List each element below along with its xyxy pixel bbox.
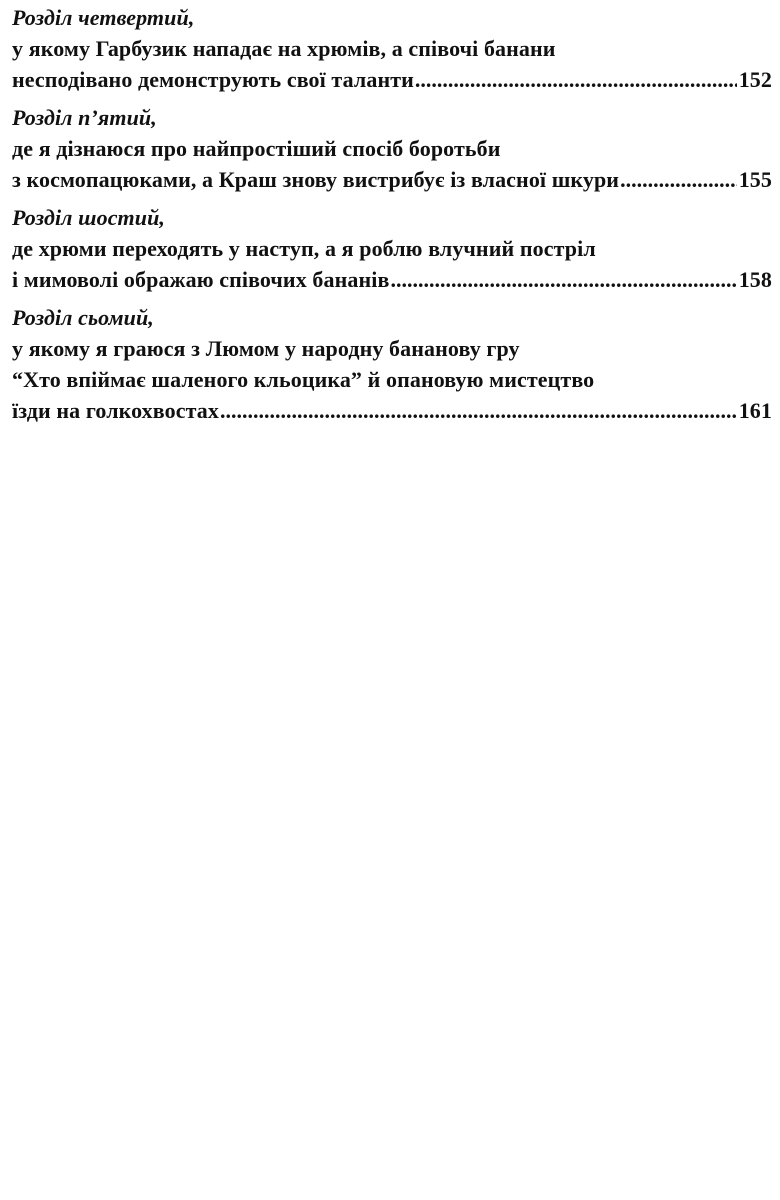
page-number: 158 [738, 267, 772, 292]
chapter-description-line: “Хто впіймає шаленого кльоцика” й опановую мистецтво [12, 367, 595, 392]
chapter-description-line: у якому Гарбузик нападає на хрюмів, а співочі банани [12, 36, 556, 61]
dot-leader [220, 395, 737, 426]
chapter-description-last-line [12, 64, 772, 95]
page-number: 161 [738, 398, 772, 423]
chapter-heading: Розділ сьомий, [12, 305, 154, 330]
chapter-description-line: у якому я граюся з Люмом у народну бананову гру [12, 336, 520, 361]
toc-entry-chapter-4[interactable] [12, 2, 772, 95]
page-number: 152 [738, 67, 772, 92]
chapter-description-last-line [12, 264, 772, 295]
toc-entry-chapter-5[interactable] [12, 102, 772, 195]
chapter-description-text: несподівано демонструють свої таланти [12, 67, 414, 92]
dot-leader [415, 64, 737, 95]
chapter-description-text: з космопацюками, а Краш знову вистрибує із власної шкури [12, 167, 620, 192]
chapter-description-line: де я дізнаюся про найпростіший спосіб боротьби [12, 136, 501, 161]
chapter-heading: Розділ п’ятий, [12, 105, 157, 130]
page-number: 155 [738, 167, 772, 192]
chapter-description-text: і мимоволі ображаю співочих бананів [12, 267, 390, 292]
table-of-contents [12, 2, 772, 433]
chapter-description-last-line [12, 164, 772, 195]
toc-entry-chapter-6[interactable] [12, 202, 772, 295]
dot-leader [620, 164, 737, 195]
chapter-description-last-line [12, 395, 772, 426]
chapter-heading: Розділ четвертий, [12, 5, 195, 30]
chapter-description-text: їзди на голкохвостах [12, 398, 219, 423]
chapter-heading: Розділ шостий, [12, 205, 166, 230]
chapter-description-line: де хрюми переходять у наступ, а я роблю влучний постріл [12, 236, 596, 261]
dot-leader [390, 264, 736, 295]
toc-entry-chapter-7[interactable] [12, 302, 772, 426]
